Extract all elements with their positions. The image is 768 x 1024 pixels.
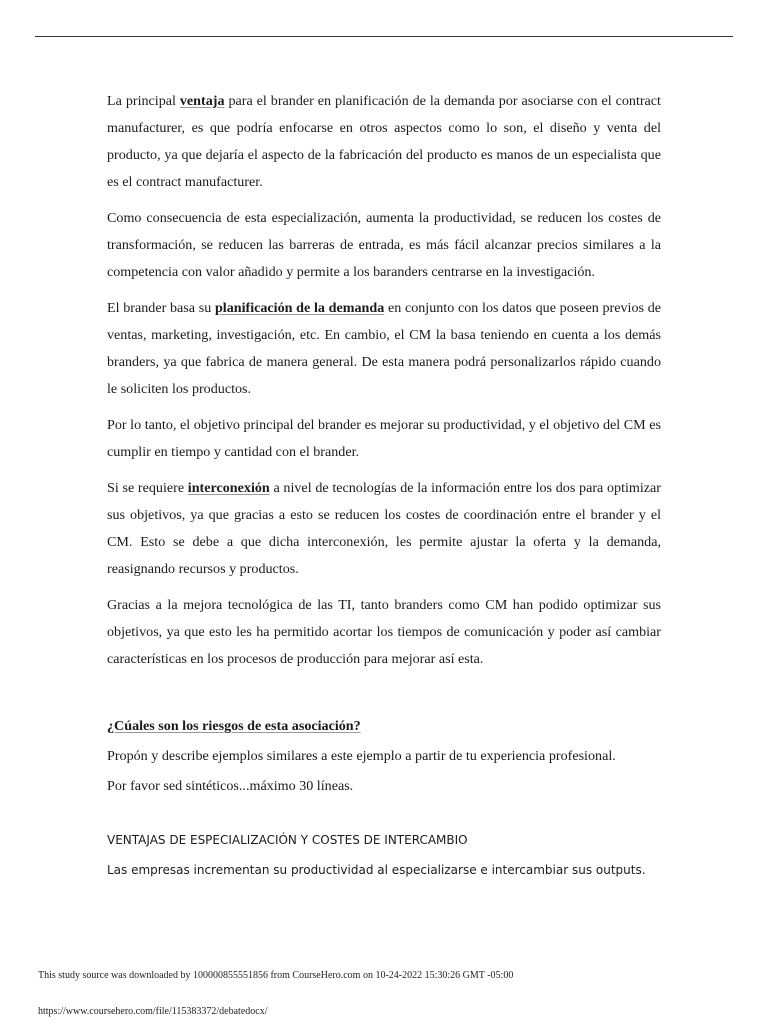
top-rule	[35, 36, 733, 37]
section-heading: VENTAJAS DE ESPECIALIZACIÓN Y COSTES DE INTERCAMBIO	[107, 833, 468, 847]
paragraph-planificacion: El brander basa su planificación de la demanda en conjunto con los datos que poseen previos de ventas, marketing, investigación, etc. En cambio, el CM la basa teniendo en cuenta a los demás branders, ya que fabrica de manera general. De esta manera podrá personalizarlos rápido cuando le soliciten los productos.	[107, 300, 661, 397]
document-body	[107, 88, 661, 880]
keyword-interconexion: interconexión	[187, 480, 270, 496]
keyword-ventaja: ventaja	[179, 93, 225, 109]
paragraph-objetivo: Por lo tanto, el objetivo principal del brander es mejorar su productividad, y el objetivo del CM es cumplir en tiempo y cantidad con el brander.	[107, 417, 661, 460]
paragraph-mejora-ti: Gracias a la mejora tecnológica de las TI, tanto branders como CM han podido optimizar sus objetivos, ya que esto les ha permitido acortar los tiempos de comunicación y poder así cambiar características en los procesos de producción para mejorar así esta.	[107, 597, 661, 667]
download-notice: This study source was downloaded by 100000855551856 from CourseHero.com on 10-24-2022 15:30:26 GMT -05:00	[38, 970, 514, 981]
paragraph-consecuencia: Como consecuencia de esta especialización, aumenta la productividad, se reducen los costes de transformación, se reducen las barreras de entrada, es más fácil alcanzar precios similares a la competencia con valor añadido y permite a los baranders centrarse en la investigación.	[107, 210, 661, 280]
source-url-link[interactable]: https://www.coursehero.com/file/115383372/debatedocx/	[38, 1006, 268, 1017]
instruction-line: Por favor sed sintéticos...máximo 30 líneas.	[107, 778, 354, 794]
section-text: Las empresas incrementan su productividad al especializarse e intercambiar sus outputs.	[107, 863, 646, 877]
question-heading: ¿Cúales son los riesgos de esta asociación?	[107, 718, 361, 734]
paragraph-ventaja: La principal ventaja para el brander en planificación de la demanda por asociarse con el contract manufacturer, es que podría enfocarse en otros aspectos como lo son, el diseño y venta del producto, ya que dejaría el aspecto de la fabricación del producto es manos de un especialista que es el contract manufacturer.	[107, 93, 661, 190]
paragraph-interconexion: Si se requiere interconexión a nivel de tecnologías de la información entre los dos para optimizar sus objetivos, ya que gracias a esto se reducen los costes de coordinación entre el brander y el CM. Esto se debe a que dicha interconexión, les permite ajustar la oferta y la demanda, reasignando recursos y productos.	[107, 480, 661, 577]
instruction-line: Propón y describe ejemplos similares a este ejemplo a partir de tu experiencia profesional.	[107, 748, 616, 764]
keyword-planificacion: planificación de la demanda	[214, 300, 385, 316]
